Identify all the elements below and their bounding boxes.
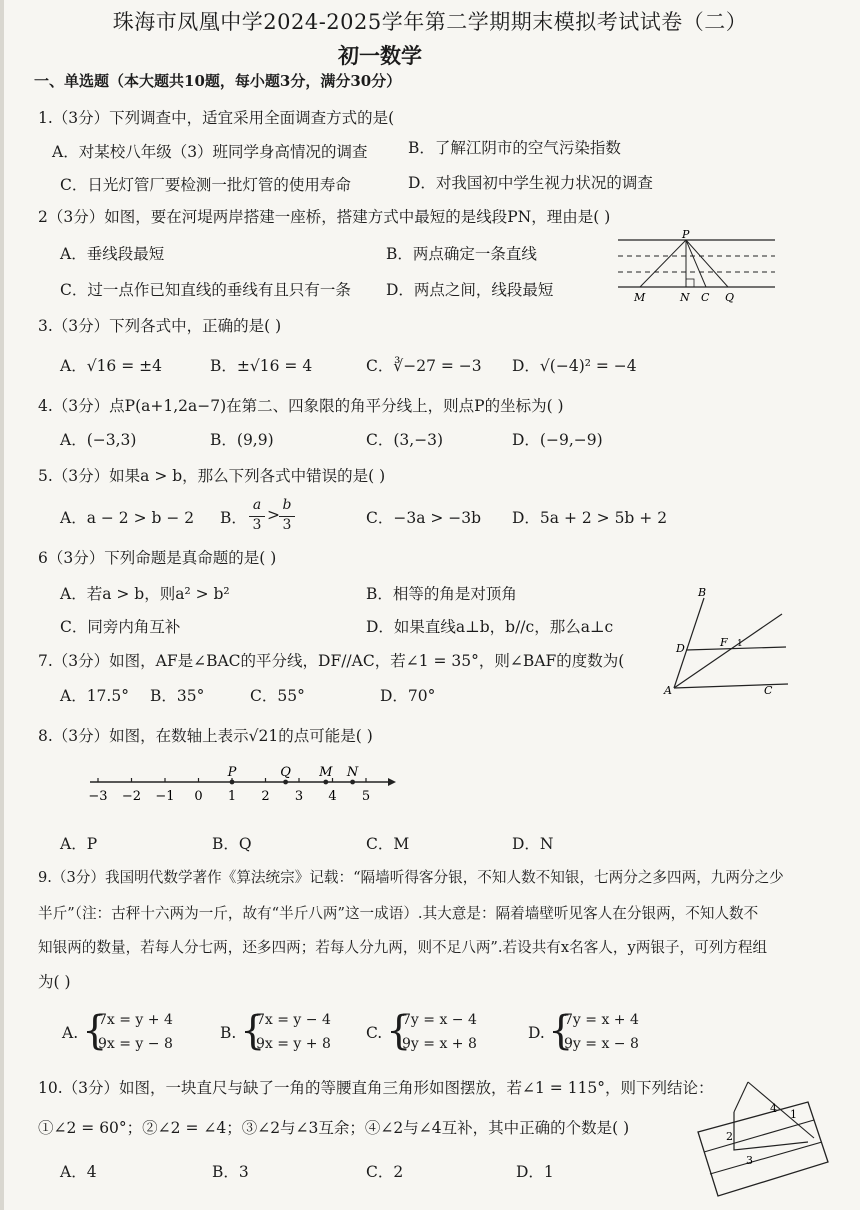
question-10-option-c: C．2 <box>366 1163 404 1181</box>
question-8-option-c: C．M <box>366 835 410 853</box>
question-5-option-d: D．5a + 2 > 5b + 2 <box>512 509 668 527</box>
number-line-tick-label: 5 <box>361 789 371 804</box>
question-1-option-a: A．对某校八年级（3）班同学身高情况的调查 <box>52 143 368 161</box>
question-3-option-a: A．√16 = ±4 <box>60 357 162 375</box>
number-line-point <box>283 780 288 785</box>
figure-label-c: C <box>701 291 710 304</box>
question-10-option-d: D．1 <box>516 1163 554 1181</box>
figure-label-b: B <box>698 586 707 599</box>
number-line-point-label: P <box>227 765 237 780</box>
question-2-option-c: C．过一点作已知直线的垂线有且只有一条 <box>60 281 351 299</box>
figure-label-angle-1: 1 <box>790 1108 797 1121</box>
number-line-tick-label: −1 <box>155 789 175 804</box>
question-6-option-c: C．同旁内角互补 <box>60 618 181 636</box>
scan-edge <box>0 0 4 1210</box>
number-line-tick-label: 2 <box>261 789 270 804</box>
river-bridge-figure <box>610 228 780 308</box>
figure-label-f: F <box>720 636 728 649</box>
number-line-point <box>350 780 355 785</box>
figure-label-angle-4: 4 <box>770 1102 777 1115</box>
number-line-point <box>230 780 235 785</box>
question-2-stem: 2（3分）如图，要在河堤两岸搭建一座桥，搭建方式中最短的是线段PN，理由是( ) <box>38 208 611 226</box>
figure-label-angle-1: 1 <box>737 639 743 649</box>
exam-subtitle: 初一数学 <box>338 43 422 68</box>
figure-label-m: M <box>634 291 646 304</box>
question-10-option-a: A．4 <box>60 1163 97 1181</box>
figure-label-n: N <box>680 291 690 304</box>
question-9-stem-line-2: 半斤”（注：古秤十六两为一斤，故有“半斤八两”这一成语）.其大意是：隔着墙壁听见客人在分银两，不知人数不 <box>38 905 759 922</box>
question-9-stem-line-1: 9.（3分）我国明代数学著作《算法统宗》记载：“隔墙听得客分银，不知人数不知银，七两分之多四两，九两分之少 <box>38 869 784 886</box>
figure-label-angle-2: 2 <box>726 1130 733 1143</box>
question-4-option-b: B．(9,9) <box>210 431 274 449</box>
section-heading: 一、单选题（本大题共10题，每小题3分，满分30分） <box>34 72 402 90</box>
question-6-option-a: A．若a > b，则a² > b² <box>60 585 230 603</box>
question-4-option-d: D．(−9,−9) <box>512 431 603 449</box>
question-10-statements: ①∠2 = 60°；②∠2 = ∠4；③∠2与∠3互余；④∠2与∠4互补，其中正确的个数是( ) <box>38 1119 630 1137</box>
number-line-tick-label: 1 <box>227 789 237 804</box>
figure-label-d: D <box>676 642 685 655</box>
question-9-option-a: A. { 7x = y + 4 9x = y − 8 <box>62 1008 173 1054</box>
question-4-option-c: C．(3,−3) <box>366 431 444 449</box>
question-3-option-b: B．±√16 = 4 <box>210 357 313 375</box>
question-8-stem: 8.（3分）如图，在数轴上表示√21的点可能是( ) <box>38 727 373 745</box>
question-10-stem: 10.（3分）如图，一块直尺与缺了一角的等腰直角三角形如图摆放，若∠1 = 115°，则下列结论： <box>38 1079 714 1097</box>
exam-title: 珠海市凤凰中学2024-2025学年第二学期期末模拟考试试卷（二） <box>112 10 748 34</box>
question-7-option-a: A．17.5° <box>60 687 129 705</box>
number-line-tick-label: 3 <box>294 789 304 804</box>
question-4-option-a: A．(−3,3) <box>60 431 137 449</box>
number-line-point-label: Q <box>280 765 291 780</box>
question-5-option-a: A．a − 2 > b − 2 <box>60 509 195 527</box>
figure-label-p: P <box>682 228 690 241</box>
figure-label-q: Q <box>725 291 735 304</box>
question-7-option-d: D．70° <box>380 687 436 705</box>
figure-label-a: A <box>664 684 672 697</box>
question-1-option-c: C．日光灯管厂要检测一批灯管的使用寿命 <box>60 176 351 194</box>
question-8-option-b: B．Q <box>212 835 252 853</box>
question-9-stem-line-4: 为( ) <box>38 973 71 991</box>
question-1-option-b: B．了解江阴市的空气污染指数 <box>408 139 621 157</box>
question-1-option-d: D．对我国初中学生视力状况的调查 <box>408 174 653 192</box>
question-3-option-c: C．∛−27 = −3 <box>366 357 482 375</box>
question-5-stem: 5.（3分）如果a > b，那么下列各式中错误的是( ) <box>38 467 386 485</box>
number-line-point-label: N <box>346 765 359 780</box>
question-1-stem: 1.（3分）下列调查中，适宜采用全面调查方式的是( <box>38 109 395 127</box>
angle-bisector-figure <box>660 584 800 700</box>
number-line-figure <box>80 760 400 810</box>
question-5-option-c: C．−3a > −3b <box>366 509 482 527</box>
question-6-stem: 6（3分）下列命题是真命题的是( ) <box>38 549 277 567</box>
question-8-option-a: A．P <box>60 835 98 853</box>
question-3-option-d: D．√(−4)² = −4 <box>512 357 637 375</box>
question-7-option-b: B．35° <box>150 687 205 705</box>
question-7-stem: 7.（3分）如图，AF是∠BAC的平分线，DF//AC，若∠1 = 35°，则∠BAF的度数为( <box>38 652 625 670</box>
question-4-stem: 4.（3分）点P(a+1,2a−7)在第二、四象限的角平分线上，则点P的坐标为( ) <box>38 397 564 415</box>
question-3-stem: 3.（3分）下列各式中，正确的是( ) <box>38 317 282 335</box>
number-line-tick-label: −2 <box>121 789 142 804</box>
question-9-option-d: D. { 7y = x + 4 9y = x − 8 <box>528 1008 639 1054</box>
question-6-option-d: D．如果直线a⊥b，b//c，那么a⊥c <box>366 618 614 636</box>
figure-label-c: C <box>764 684 773 697</box>
question-9-option-c: C. { 7y = x − 4 9y = x + 8 <box>366 1008 477 1054</box>
question-2-option-a: A．垂线段最短 <box>60 245 165 263</box>
question-2-option-b: B．两点确定一条直线 <box>386 245 537 263</box>
ruler-triangle-figure <box>690 1072 830 1202</box>
number-line-tick-label: 0 <box>194 789 203 804</box>
question-7-option-c: C．55° <box>250 687 305 705</box>
question-9-option-b: B. { 7x = y − 4 9x = y + 8 <box>220 1008 331 1054</box>
question-10-option-b: B．3 <box>212 1163 249 1181</box>
number-line-point <box>323 780 328 785</box>
figure-label-angle-3: 3 <box>746 1154 753 1167</box>
question-2-option-d: D．两点之间，线段最短 <box>386 281 554 299</box>
question-8-option-d: D．N <box>512 835 554 853</box>
question-6-option-b: B．相等的角是对顶角 <box>366 585 517 603</box>
number-line-point-label: M <box>319 765 333 780</box>
number-line-tick-label: 4 <box>328 789 337 804</box>
number-line-tick-label: −3 <box>88 789 108 804</box>
question-9-stem-line-3: 知银两的数量，若每人分七两，还多四两；若每人分九两，则不足八两”.若设共有x名客人，y两银子，可列方程组 <box>38 939 768 956</box>
